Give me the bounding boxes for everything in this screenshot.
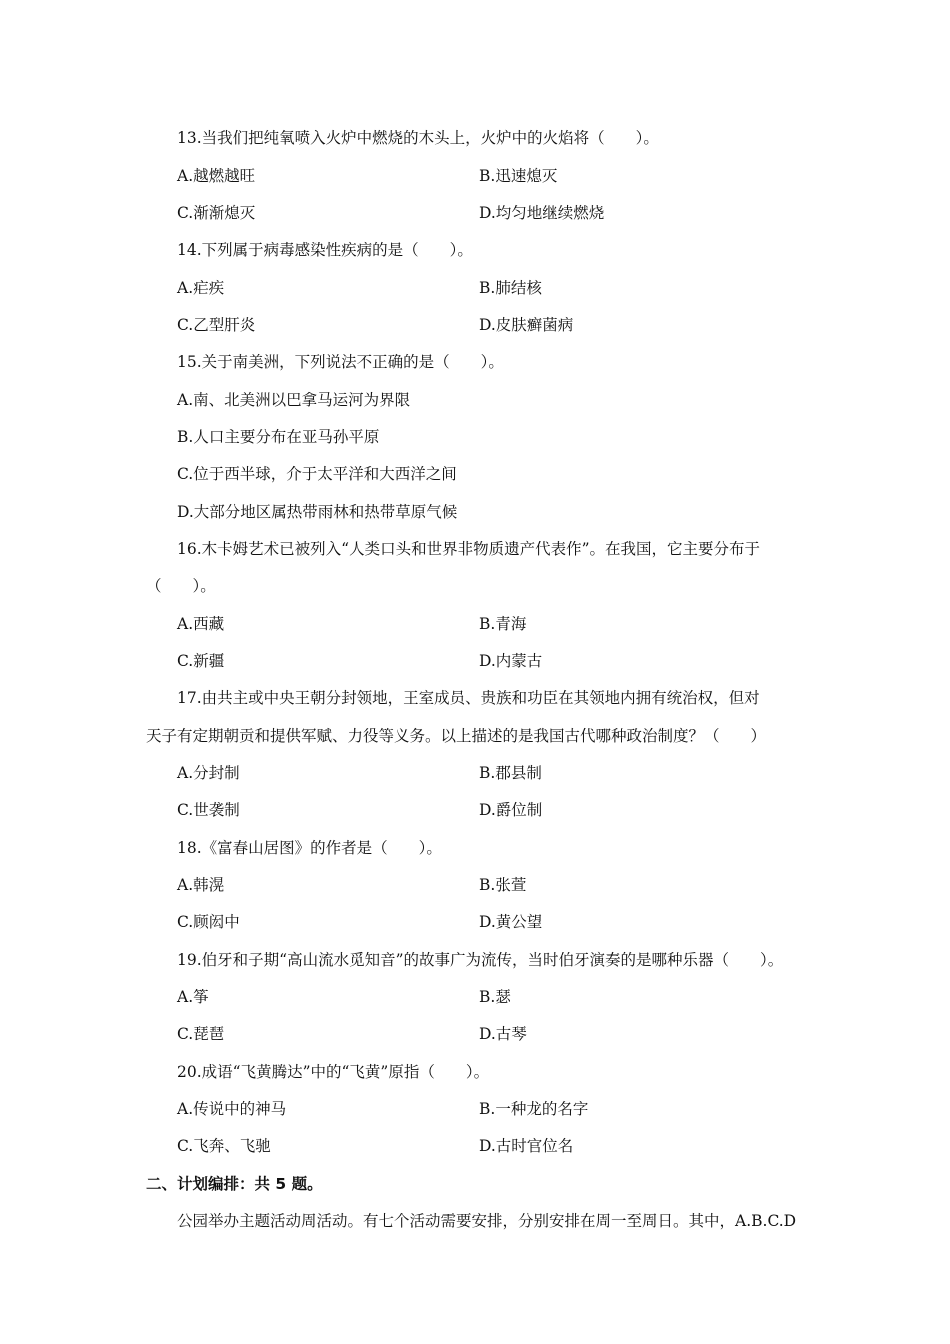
question-16-stem-continued: （ ）。 [146, 577, 216, 595]
question-17-stem-continued: 天子有定期朝贡和提供军赋、力役等义务。以上描述的是我国古代哪种政治制度？（ ） [146, 727, 767, 745]
question-16-option-a: A.西藏 [177, 615, 225, 633]
question-13-option-d: D.均匀地继续燃烧 [479, 204, 605, 222]
question-17-option-a: A.分封制 [177, 764, 240, 782]
question-19-option-a: A.筝 [177, 988, 209, 1006]
section-2-intro: 公园举办主题活动周活动。有七个活动需要安排，分别安排在周一至周日。其中，A.B.C.D [177, 1212, 797, 1230]
question-13-option-a: A.越燃越旺 [177, 167, 256, 185]
question-18-option-d: D.黄公望 [479, 913, 543, 931]
question-15-stem: 15.关于南美洲，下列说法不正确的是（ ）。 [177, 353, 504, 371]
question-14-option-a: A.疟疾 [177, 279, 225, 297]
question-15-option-a: A.南、北美洲以巴拿马运河为界限 [177, 391, 411, 409]
question-20-option-d: D.古时官位名 [479, 1137, 574, 1155]
question-15-option-c: C.位于西半球，介于太平洋和大西洋之间 [177, 465, 457, 483]
question-17-option-d: D.爵位制 [479, 801, 543, 819]
question-15-option-d: D.大部分地区属热带雨林和热带草原气候 [177, 503, 458, 521]
question-18-option-c: C.顾闳中 [177, 913, 240, 931]
question-13-option-b: B.迅速熄灭 [479, 167, 558, 185]
question-19-option-d: D.古琴 [479, 1025, 527, 1043]
question-17-option-c: C.世袭制 [177, 801, 240, 819]
question-14-stem: 14.下列属于病毒感染性疾病的是（ ）。 [177, 241, 473, 259]
question-15-option-b: B.人口主要分布在亚马孙平原 [177, 428, 380, 446]
question-16-stem: 16.木卡姆艺术已被列入“人类口头和世界非物质遗产代表作”。在我国，它主要分布于 [177, 540, 761, 558]
section-2-heading: 二、计划编排：共 5 题。 [146, 1175, 323, 1193]
question-19-stem: 19.伯牙和子期“高山流水觅知音”的故事广为流传，当时伯牙演奏的是哪种乐器（ ）。 [177, 951, 784, 969]
question-14-option-d: D.皮肤癣菌病 [479, 316, 574, 334]
question-20-option-c: C.飞奔、飞驰 [177, 1137, 271, 1155]
question-18-option-b: B.张萱 [479, 876, 527, 894]
question-14-option-b: B.肺结核 [479, 279, 542, 297]
question-20-stem: 20.成语“飞黄腾达”中的“飞黄”原指（ ）。 [177, 1063, 490, 1081]
question-19-option-c: C.琵琶 [177, 1025, 225, 1043]
question-19-option-b: B.瑟 [479, 988, 511, 1006]
question-17-option-b: B.郡县制 [479, 764, 542, 782]
question-13-option-c: C.渐渐熄灭 [177, 204, 256, 222]
question-18-option-a: A.韩滉 [177, 876, 225, 894]
question-18-stem: 18.《富春山居图》的作者是（ ）。 [177, 839, 442, 857]
question-20-option-a: A.传说中的神马 [177, 1100, 287, 1118]
question-16-option-b: B.青海 [479, 615, 527, 633]
question-16-option-d: D.内蒙古 [479, 652, 543, 670]
question-16-option-c: C.新疆 [177, 652, 225, 670]
question-13-stem: 13.当我们把纯氧喷入火炉中燃烧的木头上，火炉中的火焰将（ ）。 [177, 129, 659, 147]
question-17-stem: 17.由共主或中央王朝分封领地，王室成员、贵族和功臣在其领地内拥有统治权，但对 [177, 689, 760, 707]
question-20-option-b: B.一种龙的名字 [479, 1100, 589, 1118]
question-14-option-c: C.乙型肝炎 [177, 316, 256, 334]
